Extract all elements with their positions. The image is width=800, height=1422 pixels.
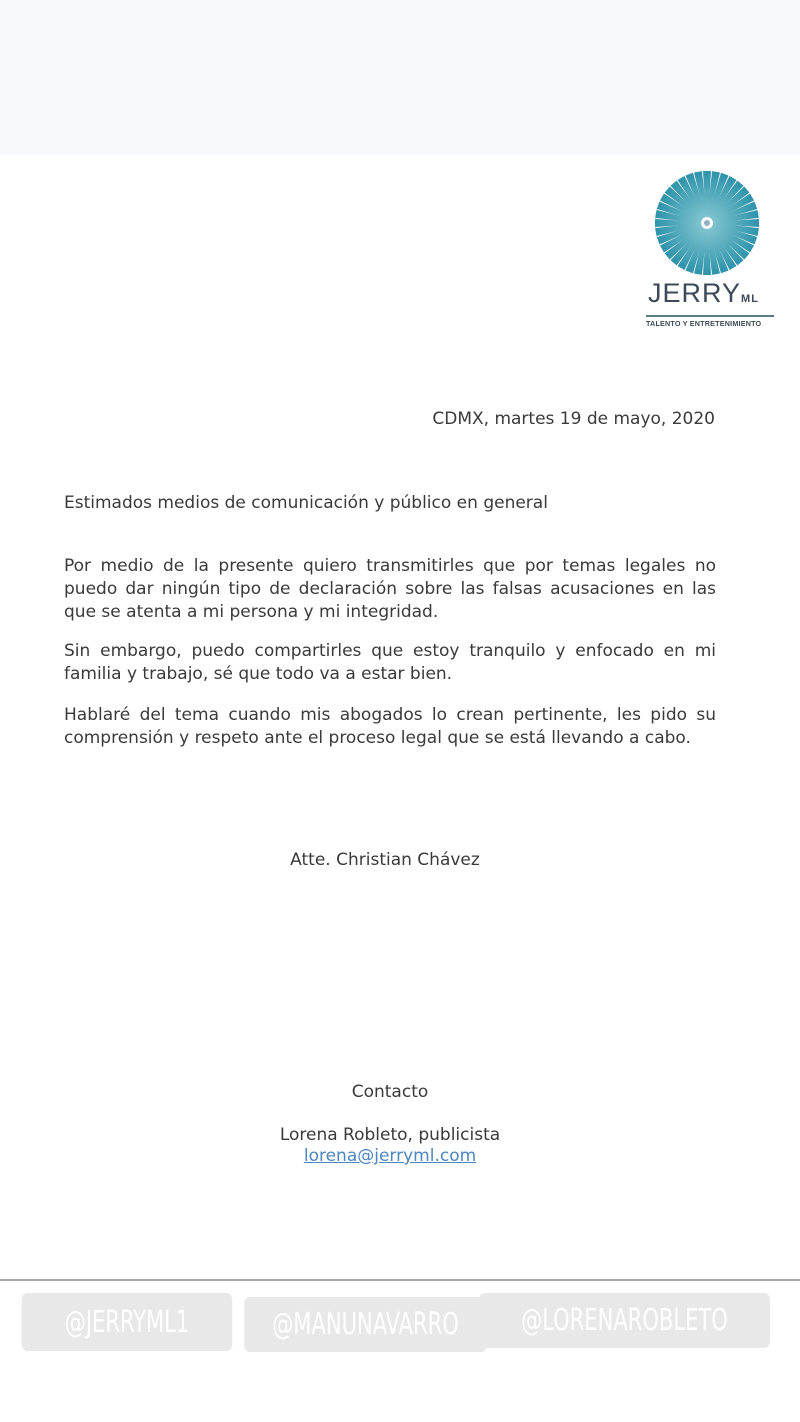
date-line: CDMX, martes 19 de mayo, 2020 — [432, 409, 715, 429]
footer-divider — [0, 1279, 800, 1281]
paragraph-3: Hablaré del tema cuando mis abogados lo crean pertinente, les pido su comprensión y respeto ante el proceso legal que se está llevando a cabo. — [64, 705, 716, 748]
contact-name: Lorena Robleto, publicista — [279, 1125, 501, 1145]
logo-name: JERRY — [648, 278, 742, 308]
logo-suffix: ML — [741, 293, 759, 305]
signature: Atte. Christian Chávez — [290, 850, 480, 870]
handle-sticker-manunavarro: @MANUNAVARRO — [244, 1297, 487, 1352]
sunburst-icon — [652, 168, 762, 278]
logo-tagline: TALENTO Y ENTRETENIMIENTO — [646, 319, 762, 328]
handle-sticker-jerryml1: @JERRYML1 — [22, 1293, 233, 1351]
contact-email-link[interactable]: lorena@jerryml.com — [303, 1146, 477, 1166]
logo-rule — [646, 315, 774, 317]
contact-title: Contacto — [351, 1082, 429, 1102]
jerryml-logo — [642, 168, 778, 328]
paragraph-1: Por medio de la presente quiero transmitirles que por temas legales no puedo dar ningún tipo de declaración sobre las falsas acusaciones en las que se atenta a mi persona y mi integridad. — [64, 556, 716, 622]
handle-sticker-lorenarobleto: @LORENAROBLETO — [479, 1293, 770, 1348]
paragraph-2: Sin embargo, puedo compartirles que estoy tranquilo y enfocado en mi familia y trabajo, sé que todo va a estar bien. — [64, 641, 716, 684]
salutation: Estimados medios de comunicación y público en general — [64, 493, 548, 513]
top-blank-band — [0, 0, 800, 155]
